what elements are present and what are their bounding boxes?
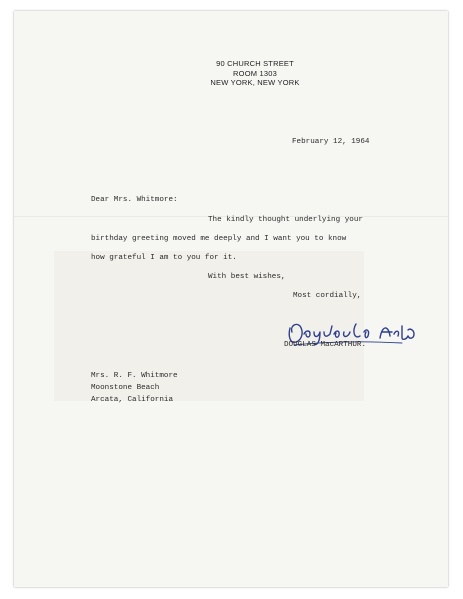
body-line-3: how grateful I am to you for it.: [91, 254, 237, 262]
closing: Most cordially,: [293, 292, 362, 300]
letter-page: [14, 11, 448, 587]
recipient-address-1: Moonstone Beach: [91, 384, 160, 392]
letterhead-street: 90 CHURCH STREET: [216, 59, 294, 68]
signer-name: DOUGLAS MacARTHUR.: [284, 341, 367, 349]
letterhead: [14, 59, 448, 88]
body-line-4: With best wishes,: [208, 273, 286, 281]
salutation: Dear Mrs. Whitmore:: [91, 196, 178, 204]
recipient-name: Mrs. R. F. Whitmore: [91, 372, 178, 380]
body-line-1: The kindly thought underlying your: [208, 216, 363, 224]
letterhead-room: ROOM 1303: [233, 68, 277, 78]
body-line-2: birthday greeting moved me deeply and I want you to know: [91, 235, 347, 243]
recipient-address-2: Arcata, California: [91, 396, 174, 404]
letter-date: February 12, 1964: [292, 138, 370, 146]
letterhead-city: NEW YORK, NEW YORK: [210, 78, 300, 87]
